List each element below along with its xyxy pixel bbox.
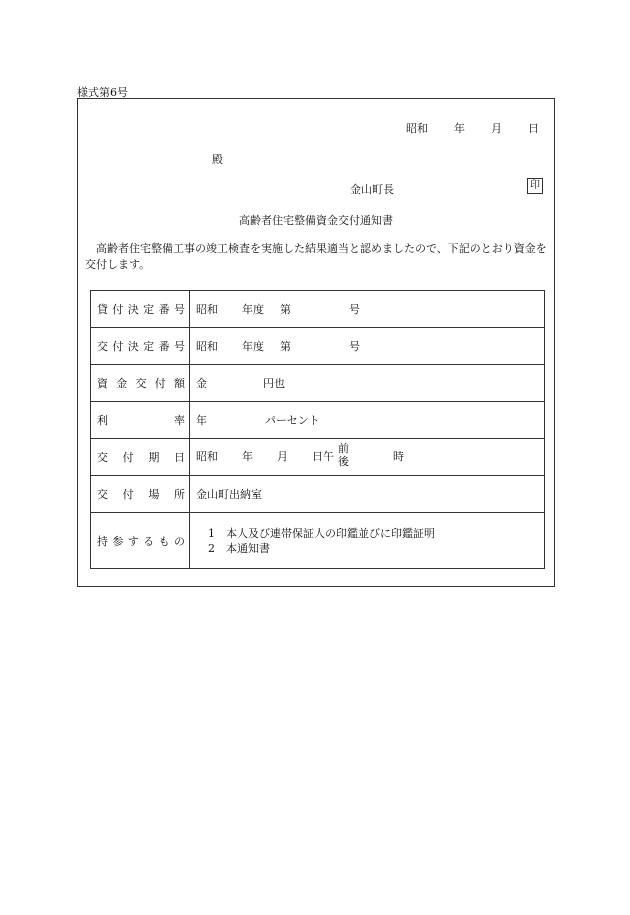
- list-item: 2 本通知書: [208, 541, 270, 555]
- form-number: 様式第6号: [77, 86, 128, 99]
- date-year: 年: [454, 122, 465, 135]
- date-line: [406, 120, 539, 136]
- row-label: 持 参 す る も の: [91, 513, 190, 569]
- body-text: 高齢者住宅整備工事の竣工検査を実施した結果適当と認めましたので、下記のとおり資金を交付します。: [85, 242, 547, 271]
- date-day: 日: [528, 122, 539, 135]
- row-value: [190, 513, 545, 569]
- details-table: [90, 290, 545, 569]
- row-label: 利 率: [91, 402, 190, 439]
- row-value: 金山町出納室: [190, 476, 545, 513]
- row-label: 貸 付 決 定 番 号: [91, 291, 190, 328]
- row-value: 昭和 年度 第 号: [190, 328, 545, 365]
- sender-name: 金山町長: [350, 183, 394, 196]
- table-row: [91, 439, 545, 476]
- row-value: 金 円也: [190, 365, 545, 402]
- table-row: [91, 328, 545, 365]
- seal-mark: 印: [527, 178, 543, 194]
- document-title: 高齢者住宅整備資金交付通知書: [239, 214, 393, 227]
- list-item: 1 本人及び連帯保証人の印鑑並びに印鑑証明: [208, 526, 435, 540]
- row-label: 交 付 期 日: [91, 439, 190, 476]
- document-frame: [77, 98, 555, 587]
- row-value: 昭和 年度 第 号: [190, 291, 545, 328]
- row-label: 交 付 場 所: [91, 476, 190, 513]
- row-value: 年 パーセント: [190, 402, 545, 439]
- row-label: 資 金 交 付 額: [91, 365, 190, 402]
- row-value: 昭和 年 月 日午 前 後 時: [190, 439, 545, 476]
- table-row: [91, 476, 545, 513]
- table-row: [91, 365, 545, 402]
- row-label: 交 付 決 定 番 号: [91, 328, 190, 365]
- addressee-suffix: 殿: [212, 153, 223, 166]
- date-era: 昭和: [406, 122, 428, 135]
- table-row: [91, 513, 545, 569]
- table-row: [91, 291, 545, 328]
- date-month: 月: [491, 122, 502, 135]
- table-row: [91, 402, 545, 439]
